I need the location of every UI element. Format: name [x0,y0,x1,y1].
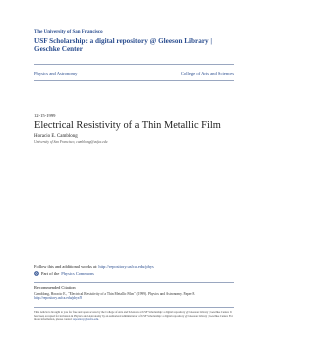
follow-label: Follow this and additional works at: [34,264,99,269]
institution-name: The University of San Francisco [34,30,103,35]
header-divider [34,64,234,65]
notice-divider [34,307,234,308]
collection-url-link[interactable]: http://repository.usfca.edu/phys [98,264,154,269]
notice-text: This Article is brought to you for free and open access by the College of Arts and Sciences at USF Scholarship: a digital repository @ Gleeson Library | Geschke Center. It has been accepted for inclusion in Physics and Astronomy by an authorized administrator of USF Scholarship: a digital repository @ Gleeson Library | Geschke Center. For more information, please contact [34,310,233,322]
follow-line [34,264,154,269]
author-name: Horacio E. Camblong [34,134,78,139]
department-link[interactable]: Physics and Astronomy [34,71,78,76]
citation-url-link[interactable]: http://repository.usfca.edu/phys/8 [34,296,83,301]
article-title: Electrical Resistivity of a Thin Metallic Film [34,120,221,131]
citation-divider [34,282,234,283]
repository-link[interactable] [34,37,234,53]
citation-heading: Recommended Citation [34,285,76,290]
access-notice: This Article is brought to you for free and open access by the College of Arts and Sciences at USF Scholarship: a digital repository @ Gleeson Library | Geschke Center. It has been accepted for inclusion in Physics and Astronomy by an authorized administrator of USF Scholarship: a digital repository @ Gleeson Library | Geschke Center. For more information, please contact repository@usfca.edu. [34,310,233,322]
contact-email-link[interactable]: repository@usfca.edu [72,317,99,322]
commons-network-icon [34,271,39,276]
citation-block [34,292,234,301]
part-of-line [34,271,94,276]
repository-header [34,30,234,53]
nav-divider [34,80,234,81]
author-affiliation: University of San Francisco, camblong@usfca.edu [34,140,108,144]
part-of-label: Part of the [41,271,60,276]
publication-date: 12-15-1999 [34,113,56,118]
repository-name[interactable]: USF Scholarship: a digital repository @ Gleeson Library | Geschke Center [34,37,212,53]
citation-text: Camblong, Horacio E., "Electrical Resistivity of a Thin Metallic Film" (1999). Physics and Astronomy. Paper 8. [34,292,196,296]
college-link[interactable]: College of Arts and Sciences [180,71,234,76]
physics-commons-link[interactable]: Physics Commons [61,271,94,276]
